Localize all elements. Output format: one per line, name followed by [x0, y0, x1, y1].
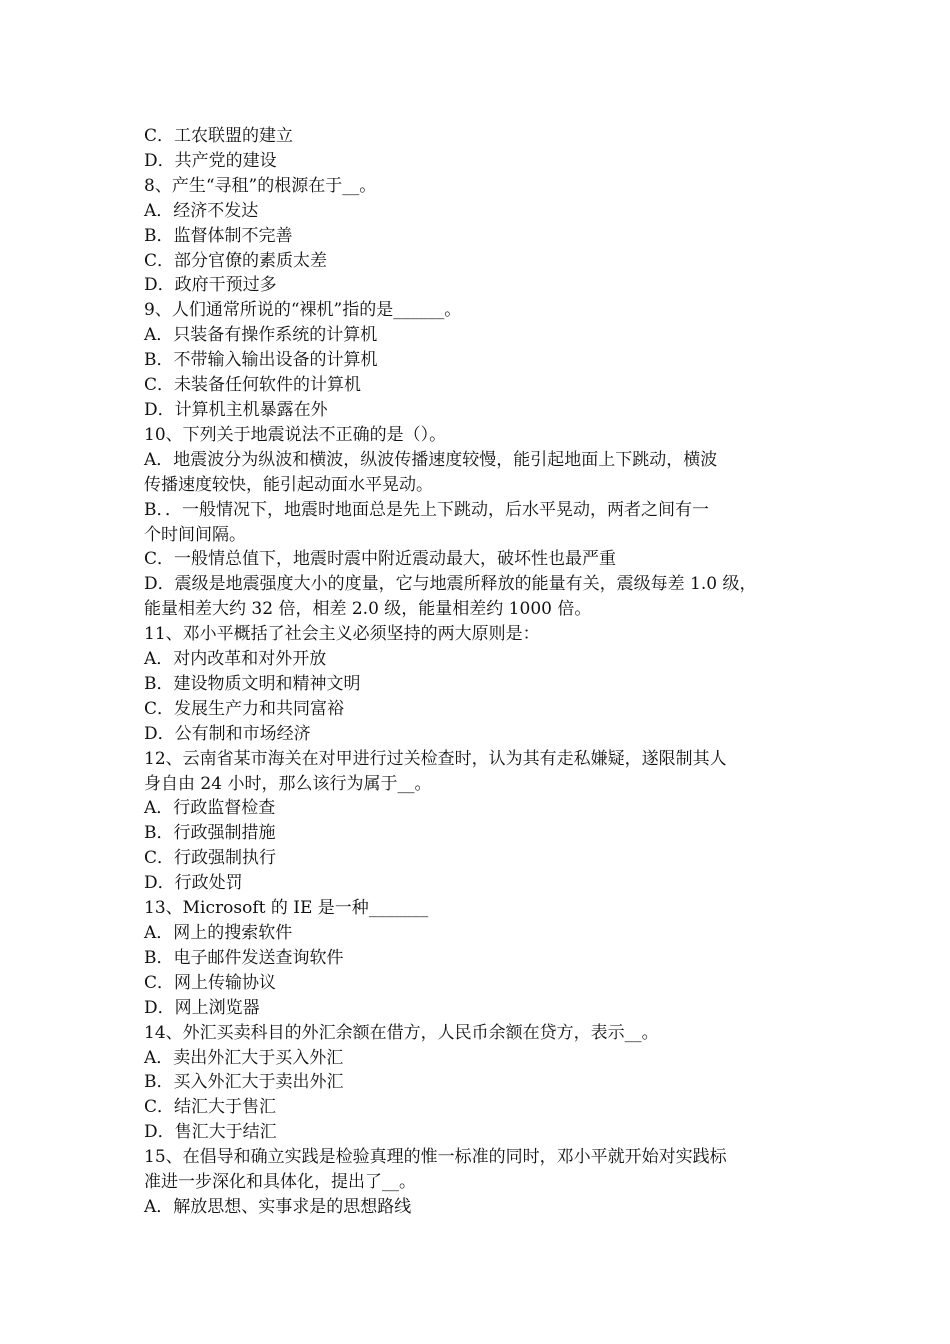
text-line: B．监督体制不完善	[144, 225, 293, 246]
text-line: D．政府干预过多	[144, 275, 277, 296]
question-10: 10、下列关于地震说法不正确的是（）。	[144, 424, 447, 445]
text-line: A．卖出外汇大于买入外汇	[144, 1047, 344, 1068]
text-line: C．行政强制执行	[144, 848, 277, 869]
question-12: 12、云南省某市海关在对甲进行过关检查时，认为其有走私嫌疑，遂限制其人	[144, 748, 727, 769]
question-11: 11、邓小平概括了社会主义必须坚持的两大原则是：	[144, 624, 540, 645]
text-line: D．网上浏览器	[144, 997, 260, 1018]
text-line: A．地震波分为纵波和横波，纵波传播速度较慢，能引起地面上下跳动，横波	[144, 449, 718, 470]
text-line: C．未装备任何软件的计算机	[144, 375, 362, 396]
text-line: 个时间间隔。	[144, 524, 246, 545]
text-line: A．只装备有操作系统的计算机	[144, 325, 378, 346]
text-line: A．对内改革和对外开放	[144, 649, 327, 670]
text-line: B．行政强制措施	[144, 823, 276, 844]
question-14: 14、外汇买卖科目的外汇余额在借方，人民币余额在贷方，表示__。	[144, 1022, 659, 1043]
text-line: A．网上的搜索软件	[144, 923, 293, 943]
text-line: 身自由 24 小时，那么该行为属于__。	[144, 773, 432, 794]
text-line: C．结汇大于售汇	[144, 1097, 277, 1118]
text-line: A．行政监督检查	[144, 798, 276, 819]
text-line: A．解放思想、实事求是的思想路线	[144, 1196, 412, 1217]
question-9: 9、人们通常所说的“裸机”指的是______。	[144, 300, 462, 321]
text-line: D．售汇大于结汇	[144, 1122, 277, 1143]
text-line: C．一般情总值下，地震时震中附近震动最大，破坏性也最严重	[144, 549, 617, 570]
question-8: 8、产生“寻租”的根源在于__。	[144, 175, 377, 196]
text-line: D．行政处罚	[144, 873, 243, 894]
document-body	[144, 124, 814, 1220]
text-line: C．部分官僚的素质太差	[144, 250, 328, 271]
text-line: D．震级是地震强度大小的度量，它与地震所释放的能量有关，震级每差 1.0 级，	[144, 574, 757, 595]
text-line: B．不带输入输出设备的计算机	[144, 350, 378, 371]
text-line: B．买入外汇大于卖出外汇	[144, 1072, 344, 1093]
text-line: C．发展生产力和共同富裕	[144, 698, 345, 719]
question-13: 13、Microsoft 的 IE 是一种_______	[144, 898, 429, 919]
text-line: B．电子邮件发送查询软件	[144, 947, 344, 968]
text-line: D．计算机主机暴露在外	[144, 399, 328, 420]
text-line: D．共产党的建设	[144, 150, 277, 171]
text-line: 准进一步深化和具体化，提出了__。	[144, 1172, 416, 1193]
text-line: A．经济不发达	[144, 200, 259, 221]
text-line: 能量相差大约 32 倍，相差 2.0 级，能量相差约 1000 倍。	[144, 599, 592, 620]
text-line: D．公有制和市场经济	[144, 723, 311, 744]
text-line: 传播速度较快，能引起动面水平晃动。	[144, 474, 433, 495]
question-15: 15、在倡导和确立实践是检验真理的惟一标准的同时，邓小平就开始对实践标	[144, 1147, 727, 1168]
text-line: B．．一般情况下，地震时地面总是先上下跳动，后水平晃动，两者之间有一	[144, 499, 709, 520]
text-line: B．建设物质文明和精神文明	[144, 673, 361, 694]
text-line: C．工农联盟的建立	[144, 126, 294, 146]
text-line: C．网上传输协议	[144, 972, 277, 993]
